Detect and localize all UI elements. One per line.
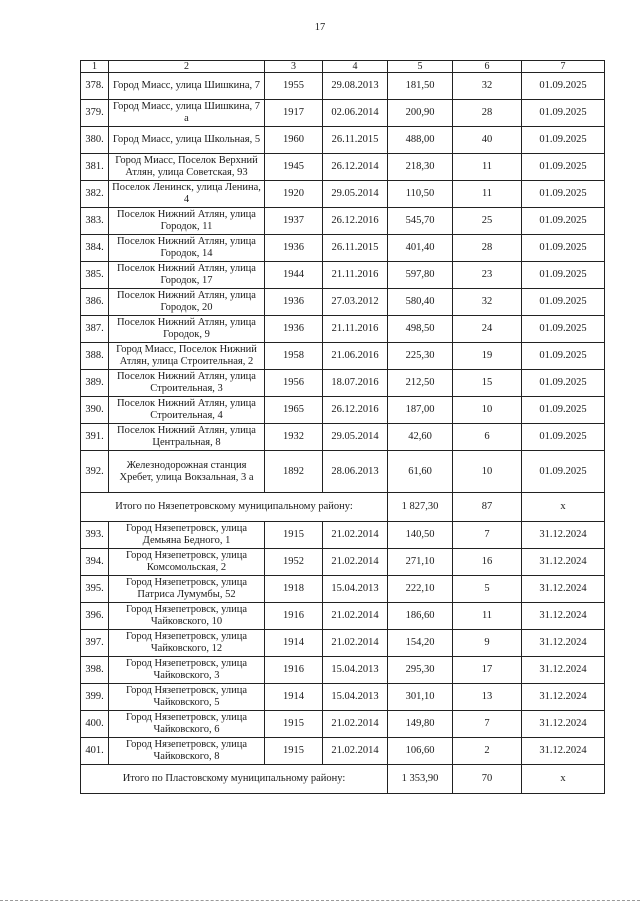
- date-cell: 21.02.2014: [323, 522, 388, 549]
- row-number: 401.: [81, 738, 109, 765]
- date-cell: 02.06.2014: [323, 100, 388, 127]
- date-cell: 15.04.2013: [323, 576, 388, 603]
- address-cell: Город Миасс, улица Шишкина, 7: [109, 73, 265, 100]
- address-cell: Поселок Нижний Атлян, улица Городок, 17: [109, 262, 265, 289]
- deadline-cell: 01.09.2025: [522, 424, 605, 451]
- deadline-cell: 31.12.2024: [522, 576, 605, 603]
- area-cell: 42,60: [388, 424, 453, 451]
- area-cell: 225,30: [388, 343, 453, 370]
- residents-cell: 16: [453, 549, 522, 576]
- address-cell: Поселок Нижний Атлян, улица Строительная, 4: [109, 397, 265, 424]
- residents-cell: 15: [453, 370, 522, 397]
- date-cell: 26.12.2014: [323, 154, 388, 181]
- row-number: 382.: [81, 181, 109, 208]
- row-number: 389.: [81, 370, 109, 397]
- area-cell: 187,00: [388, 397, 453, 424]
- column-header: 2: [109, 61, 265, 73]
- date-cell: 15.04.2013: [323, 684, 388, 711]
- table-row: [81, 127, 605, 154]
- residents-cell: 11: [453, 603, 522, 630]
- row-number: 391.: [81, 424, 109, 451]
- residents-cell: 9: [453, 630, 522, 657]
- residents-cell: 7: [453, 522, 522, 549]
- table-row: [81, 154, 605, 181]
- table-row: [81, 316, 605, 343]
- row-number: 379.: [81, 100, 109, 127]
- total-area-cell: 1 353,90: [388, 765, 453, 794]
- deadline-cell: 01.09.2025: [522, 127, 605, 154]
- row-number: 378.: [81, 73, 109, 100]
- area-cell: 498,50: [388, 316, 453, 343]
- date-cell: 21.02.2014: [323, 630, 388, 657]
- row-number: 398.: [81, 657, 109, 684]
- address-cell: Железнодорожная станция Хребет, улица Вокзальная, 3 а: [109, 451, 265, 493]
- year-cell: 1920: [265, 181, 323, 208]
- total-mark-cell: x: [522, 765, 605, 794]
- deadline-cell: 31.12.2024: [522, 684, 605, 711]
- column-number-header-row: [81, 61, 605, 73]
- address-cell: Поселок Нижний Атлян, улица Городок, 14: [109, 235, 265, 262]
- address-cell: Город Нязепетровск, улица Чайковского, 5: [109, 684, 265, 711]
- row-number: 384.: [81, 235, 109, 262]
- address-cell: Город Нязепетровск, улица Демьяна Бедного, 1: [109, 522, 265, 549]
- date-cell: 18.07.2016: [323, 370, 388, 397]
- year-cell: 1916: [265, 657, 323, 684]
- date-cell: 26.12.2016: [323, 397, 388, 424]
- date-cell: 21.02.2014: [323, 738, 388, 765]
- row-number: 395.: [81, 576, 109, 603]
- date-cell: 21.11.2016: [323, 262, 388, 289]
- address-cell: Поселок Ленинск, улица Ленина, 4: [109, 181, 265, 208]
- deadline-cell: 01.09.2025: [522, 208, 605, 235]
- table-row: [81, 370, 605, 397]
- total-area-cell: 1 827,30: [388, 493, 453, 522]
- housing-registry-table: [80, 60, 605, 794]
- residents-cell: 11: [453, 154, 522, 181]
- year-cell: 1915: [265, 522, 323, 549]
- row-number: 387.: [81, 316, 109, 343]
- deadline-cell: 01.09.2025: [522, 370, 605, 397]
- year-cell: 1916: [265, 603, 323, 630]
- address-cell: Город Нязепетровск, улица Чайковского, 10: [109, 603, 265, 630]
- date-cell: 21.06.2016: [323, 343, 388, 370]
- area-cell: 295,30: [388, 657, 453, 684]
- area-cell: 488,00: [388, 127, 453, 154]
- residents-cell: 25: [453, 208, 522, 235]
- year-cell: 1955: [265, 73, 323, 100]
- row-number: 386.: [81, 289, 109, 316]
- residents-cell: 10: [453, 397, 522, 424]
- address-cell: Поселок Нижний Атлян, улица Городок, 11: [109, 208, 265, 235]
- address-cell: Город Нязепетровск, улица Чайковского, 6: [109, 711, 265, 738]
- area-cell: 110,50: [388, 181, 453, 208]
- table-row: [81, 630, 605, 657]
- table-row: [81, 424, 605, 451]
- residents-cell: 23: [453, 262, 522, 289]
- table-row: [81, 397, 605, 424]
- row-number: 390.: [81, 397, 109, 424]
- table-row: [81, 657, 605, 684]
- year-cell: 1915: [265, 738, 323, 765]
- row-number: 394.: [81, 549, 109, 576]
- residents-cell: 19: [453, 343, 522, 370]
- row-number: 397.: [81, 630, 109, 657]
- deadline-cell: 31.12.2024: [522, 738, 605, 765]
- deadline-cell: 01.09.2025: [522, 235, 605, 262]
- row-number: 381.: [81, 154, 109, 181]
- total-residents-cell: 70: [453, 765, 522, 794]
- area-cell: 580,40: [388, 289, 453, 316]
- deadline-cell: 01.09.2025: [522, 73, 605, 100]
- year-cell: 1932: [265, 424, 323, 451]
- address-cell: Город Нязепетровск, улица Патриса Лумумбы, 52: [109, 576, 265, 603]
- area-cell: 545,70: [388, 208, 453, 235]
- address-cell: Город Нязепетровск, улица Чайковского, 8: [109, 738, 265, 765]
- area-cell: 301,10: [388, 684, 453, 711]
- year-cell: 1958: [265, 343, 323, 370]
- deadline-cell: 31.12.2024: [522, 522, 605, 549]
- residents-cell: 10: [453, 451, 522, 493]
- address-cell: Поселок Нижний Атлян, улица Городок, 20: [109, 289, 265, 316]
- table-row: [81, 684, 605, 711]
- column-header: 7: [522, 61, 605, 73]
- year-cell: 1937: [265, 208, 323, 235]
- area-cell: 401,40: [388, 235, 453, 262]
- date-cell: 21.02.2014: [323, 549, 388, 576]
- address-cell: Поселок Нижний Атлян, улица Городок, 9: [109, 316, 265, 343]
- area-cell: 222,10: [388, 576, 453, 603]
- year-cell: 1936: [265, 235, 323, 262]
- date-cell: 21.02.2014: [323, 603, 388, 630]
- residents-cell: 28: [453, 235, 522, 262]
- table-row: [81, 549, 605, 576]
- residents-cell: 6: [453, 424, 522, 451]
- date-cell: 29.05.2014: [323, 424, 388, 451]
- area-cell: 186,60: [388, 603, 453, 630]
- year-cell: 1936: [265, 289, 323, 316]
- row-number: 380.: [81, 127, 109, 154]
- table-row: [81, 289, 605, 316]
- table-row: [81, 711, 605, 738]
- column-header: 3: [265, 61, 323, 73]
- date-cell: 26.11.2015: [323, 127, 388, 154]
- deadline-cell: 31.12.2024: [522, 549, 605, 576]
- date-cell: 28.06.2013: [323, 451, 388, 493]
- area-cell: 154,20: [388, 630, 453, 657]
- area-cell: 212,50: [388, 370, 453, 397]
- row-number: 383.: [81, 208, 109, 235]
- area-cell: 597,80: [388, 262, 453, 289]
- year-cell: 1936: [265, 316, 323, 343]
- area-cell: 61,60: [388, 451, 453, 493]
- year-cell: 1965: [265, 397, 323, 424]
- deadline-cell: 01.09.2025: [522, 181, 605, 208]
- area-cell: 140,50: [388, 522, 453, 549]
- address-cell: Город Миасс, улица Школьная, 5: [109, 127, 265, 154]
- total-label: Итого по Нязепетровскому муниципальному району:: [81, 493, 388, 522]
- column-header: 1: [81, 61, 109, 73]
- deadline-cell: 01.09.2025: [522, 262, 605, 289]
- area-cell: 149,80: [388, 711, 453, 738]
- table-row: [81, 100, 605, 127]
- table-row: [81, 181, 605, 208]
- residents-cell: 32: [453, 289, 522, 316]
- residents-cell: 11: [453, 181, 522, 208]
- table-row: [81, 343, 605, 370]
- residents-cell: 40: [453, 127, 522, 154]
- deadline-cell: 01.09.2025: [522, 397, 605, 424]
- area-cell: 271,10: [388, 549, 453, 576]
- year-cell: 1944: [265, 262, 323, 289]
- column-header: 4: [323, 61, 388, 73]
- deadline-cell: 31.12.2024: [522, 711, 605, 738]
- address-cell: Город Нязепетровск, улица Комсомольская, 2: [109, 549, 265, 576]
- date-cell: 15.04.2013: [323, 657, 388, 684]
- residents-cell: 13: [453, 684, 522, 711]
- year-cell: 1945: [265, 154, 323, 181]
- column-header: 5: [388, 61, 453, 73]
- row-number: 393.: [81, 522, 109, 549]
- area-cell: 106,60: [388, 738, 453, 765]
- total-row: [81, 493, 605, 522]
- year-cell: 1914: [265, 630, 323, 657]
- date-cell: 26.12.2016: [323, 208, 388, 235]
- total-row: [81, 765, 605, 794]
- deadline-cell: 01.09.2025: [522, 316, 605, 343]
- table-row: [81, 73, 605, 100]
- row-number: 396.: [81, 603, 109, 630]
- area-cell: 218,30: [388, 154, 453, 181]
- deadline-cell: 31.12.2024: [522, 603, 605, 630]
- deadline-cell: 31.12.2024: [522, 657, 605, 684]
- date-cell: 29.05.2014: [323, 181, 388, 208]
- year-cell: 1917: [265, 100, 323, 127]
- address-cell: Город Нязепетровск, улица Чайковского, 12: [109, 630, 265, 657]
- total-residents-cell: 87: [453, 493, 522, 522]
- address-cell: Поселок Нижний Атлян, улица Строительная, 3: [109, 370, 265, 397]
- deadline-cell: 01.09.2025: [522, 154, 605, 181]
- address-cell: Город Миасс, улица Шишкина, 7 а: [109, 100, 265, 127]
- year-cell: 1956: [265, 370, 323, 397]
- year-cell: 1918: [265, 576, 323, 603]
- residents-cell: 2: [453, 738, 522, 765]
- deadline-cell: 01.09.2025: [522, 289, 605, 316]
- row-number: 400.: [81, 711, 109, 738]
- residents-cell: 7: [453, 711, 522, 738]
- total-label: Итого по Пластовскому муниципальному району:: [81, 765, 388, 794]
- table-row: [81, 603, 605, 630]
- residents-cell: 24: [453, 316, 522, 343]
- table-row: [81, 451, 605, 493]
- residents-cell: 28: [453, 100, 522, 127]
- deadline-cell: 01.09.2025: [522, 343, 605, 370]
- date-cell: 21.02.2014: [323, 711, 388, 738]
- residents-cell: 32: [453, 73, 522, 100]
- column-header: 6: [453, 61, 522, 73]
- table-row: [81, 522, 605, 549]
- area-cell: 181,50: [388, 73, 453, 100]
- year-cell: 1892: [265, 451, 323, 493]
- row-number: 388.: [81, 343, 109, 370]
- year-cell: 1952: [265, 549, 323, 576]
- deadline-cell: 01.09.2025: [522, 100, 605, 127]
- year-cell: 1960: [265, 127, 323, 154]
- year-cell: 1915: [265, 711, 323, 738]
- row-number: 385.: [81, 262, 109, 289]
- date-cell: 27.03.2012: [323, 289, 388, 316]
- address-cell: Город Миасс, Поселок Верхний Атлян, улица Советская, 93: [109, 154, 265, 181]
- year-cell: 1914: [265, 684, 323, 711]
- date-cell: 21.11.2016: [323, 316, 388, 343]
- table-row: [81, 235, 605, 262]
- row-number: 399.: [81, 684, 109, 711]
- table-row: [81, 576, 605, 603]
- residents-cell: 17: [453, 657, 522, 684]
- deadline-cell: 31.12.2024: [522, 630, 605, 657]
- row-number: 392.: [81, 451, 109, 493]
- date-cell: 26.11.2015: [323, 235, 388, 262]
- table-row: [81, 208, 605, 235]
- table-row: [81, 738, 605, 765]
- table-row: [81, 262, 605, 289]
- deadline-cell: 01.09.2025: [522, 451, 605, 493]
- date-cell: 29.08.2013: [323, 73, 388, 100]
- page-number: 17: [314, 22, 326, 33]
- area-cell: 200,90: [388, 100, 453, 127]
- address-cell: Поселок Нижний Атлян, улица Центральная, 8: [109, 424, 265, 451]
- scan-edge-line: [0, 900, 640, 901]
- address-cell: Город Миасс, Поселок Нижний Атлян, улица Строительная, 2: [109, 343, 265, 370]
- address-cell: Город Нязепетровск, улица Чайковского, 3: [109, 657, 265, 684]
- residents-cell: 5: [453, 576, 522, 603]
- total-mark-cell: x: [522, 493, 605, 522]
